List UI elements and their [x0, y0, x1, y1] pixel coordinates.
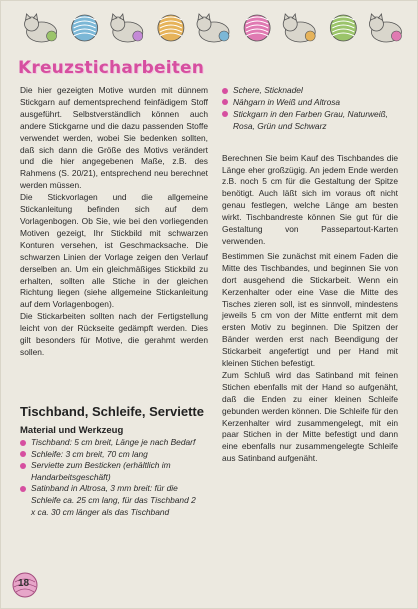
- paragraph: Berechnen Sie beim Kauf des Tischbandes die Länge eher großzügig. An jedem Ende werden z.B. noch 5 cm für die Gestaltung der Spitze benötigt. Auch läßt sich im voraus oft nicht genau festlegen, welche Länge am besten wirkt. Tischbandreste können Sie gut für die Gestaltung von Passepartout-Karten verwenden.: [222, 152, 398, 246]
- paragraph: Die Stickarbeiten sollten nach der Fertigstellung leicht von der Rückseite gedämpft werden. Dies gilt besonders für Motive, die gerahmt werden sollen.: [20, 311, 208, 357]
- materials-heading: Material und Werkzeug: [20, 425, 124, 436]
- bullet-icon: [222, 111, 228, 117]
- paragraph: Zum Schluß wird das Satinband mit feinen Stichen ebenfalls mit der Hand so aufgenäht, daß die Enden zu einer kleinen Schleife gebunden werden können. Die Schleife für den Kerzenhalter wird zusammengelegt, mit ein paar Stichen in der Mitte befestigt und dann eine ebenfalls nur zusammengelegte Schleife aus Satinband aufgenäht.: [222, 369, 398, 464]
- bullet-icon: [20, 463, 26, 469]
- paragraph: Die Stickvorlagen und die allgemeine Stickanleitung befinden sich auf dem Vorlagenbogen. Ob Sie, wie bei den vorliegenden Motiven gezeigt, Ihr Stickbild mit schwarzen Konturen versehen, ist Geschmacksache. Die schwarzen Linien der Vorlage zeigen den Verlauf derselben an. Um ein gleichmäßiges Stickbild zu erhalten, sollten alle Stiche in der gleichen Richtung liegen (siehe allgemeine Stickanleitung auf dem Vorlagenbogen).: [20, 192, 208, 310]
- materials-list: [20, 437, 198, 526]
- ornament-strip: [20, 10, 408, 46]
- materials-list-continued: [222, 85, 398, 133]
- list-item: Satinband in Altrosa, 3 mm breit: für die Schleife ca. 25 cm lang, für das Tischband 2 x ca. 30 cm länger als das Tischband: [20, 483, 198, 518]
- decorative-ornament-row: [20, 10, 408, 46]
- list-item: Tischband: 5 cm breit, Länge je nach Bedarf: [20, 437, 198, 449]
- list-item: Schere, Sticknadel: [222, 85, 398, 97]
- list-item: Serviette zum Besticken (erhältlich im Handarbeitsgeschäft): [20, 460, 198, 483]
- list-item: Nähgarn in Weiß und Altrosa: [222, 97, 398, 109]
- bullet-icon: [222, 88, 228, 94]
- page-number-badge: [10, 570, 40, 600]
- paragraph: Die hier gezeigten Motive wurden mit dünnem Stickgarn auf dementsprechend feinfädigem Stoff ausgeführt. Selbstverständlich können auch andere Stickgarne und die dazu passenden Stoffe verwendet werden, wobei Sie bedenken sollten, daß sich dann die Größe des Motivs verändert und die hier angegebenen Maße, z.B. des Rahmens (S. 20/21), entsprechend neu berechnet werden müssen.: [20, 85, 208, 191]
- cat-yarn-icon: [197, 14, 229, 42]
- list-item: Schleife: 3 cm breit, 70 cm lang: [20, 449, 198, 461]
- right-column: [222, 85, 398, 465]
- cat-yarn-icon: [25, 14, 57, 42]
- page-number: 18: [18, 578, 30, 589]
- bullet-icon: [20, 451, 26, 457]
- cat-yarn-icon: [111, 14, 143, 42]
- section-heading: Tischband, Schleife, Serviette: [20, 404, 204, 419]
- list-item: Stickgarn in den Farben Grau, Naturweiß, Rosa, Grün und Schwarz: [222, 109, 398, 133]
- cat-yarn-icon: [369, 14, 401, 42]
- left-column: [20, 85, 208, 359]
- yarn-ball-icon: [72, 15, 98, 41]
- bullet-icon: [20, 486, 26, 492]
- yarn-ball-icon: [244, 15, 270, 41]
- bullet-icon: [20, 440, 26, 446]
- yarn-ball-icon: [158, 15, 184, 41]
- page-title: Kreuzsticharbeiten: [18, 58, 205, 78]
- paragraph: Bestimmen Sie zunächst mit einem Faden die Mitte des Tischbandes, und beginnen Sie von dort ausgehend die Stickarbeit. Wenn ein Kerzenhalter oder eine Vase die Mitte des Tisches zieren soll, ist es sinnvoll, mindestens jeweils 5 cm von der Mitte entfernt mit dem ersten Motiv zu beginnen. Die Spitzen der Bänder werden erst nach Beendigung der Stickarbeit angefertigt und per Hand mit kleinen Stichen befestigt.: [222, 250, 398, 369]
- yarn-ball-icon: [330, 15, 356, 41]
- cat-yarn-icon: [283, 14, 315, 42]
- bullet-icon: [222, 99, 228, 105]
